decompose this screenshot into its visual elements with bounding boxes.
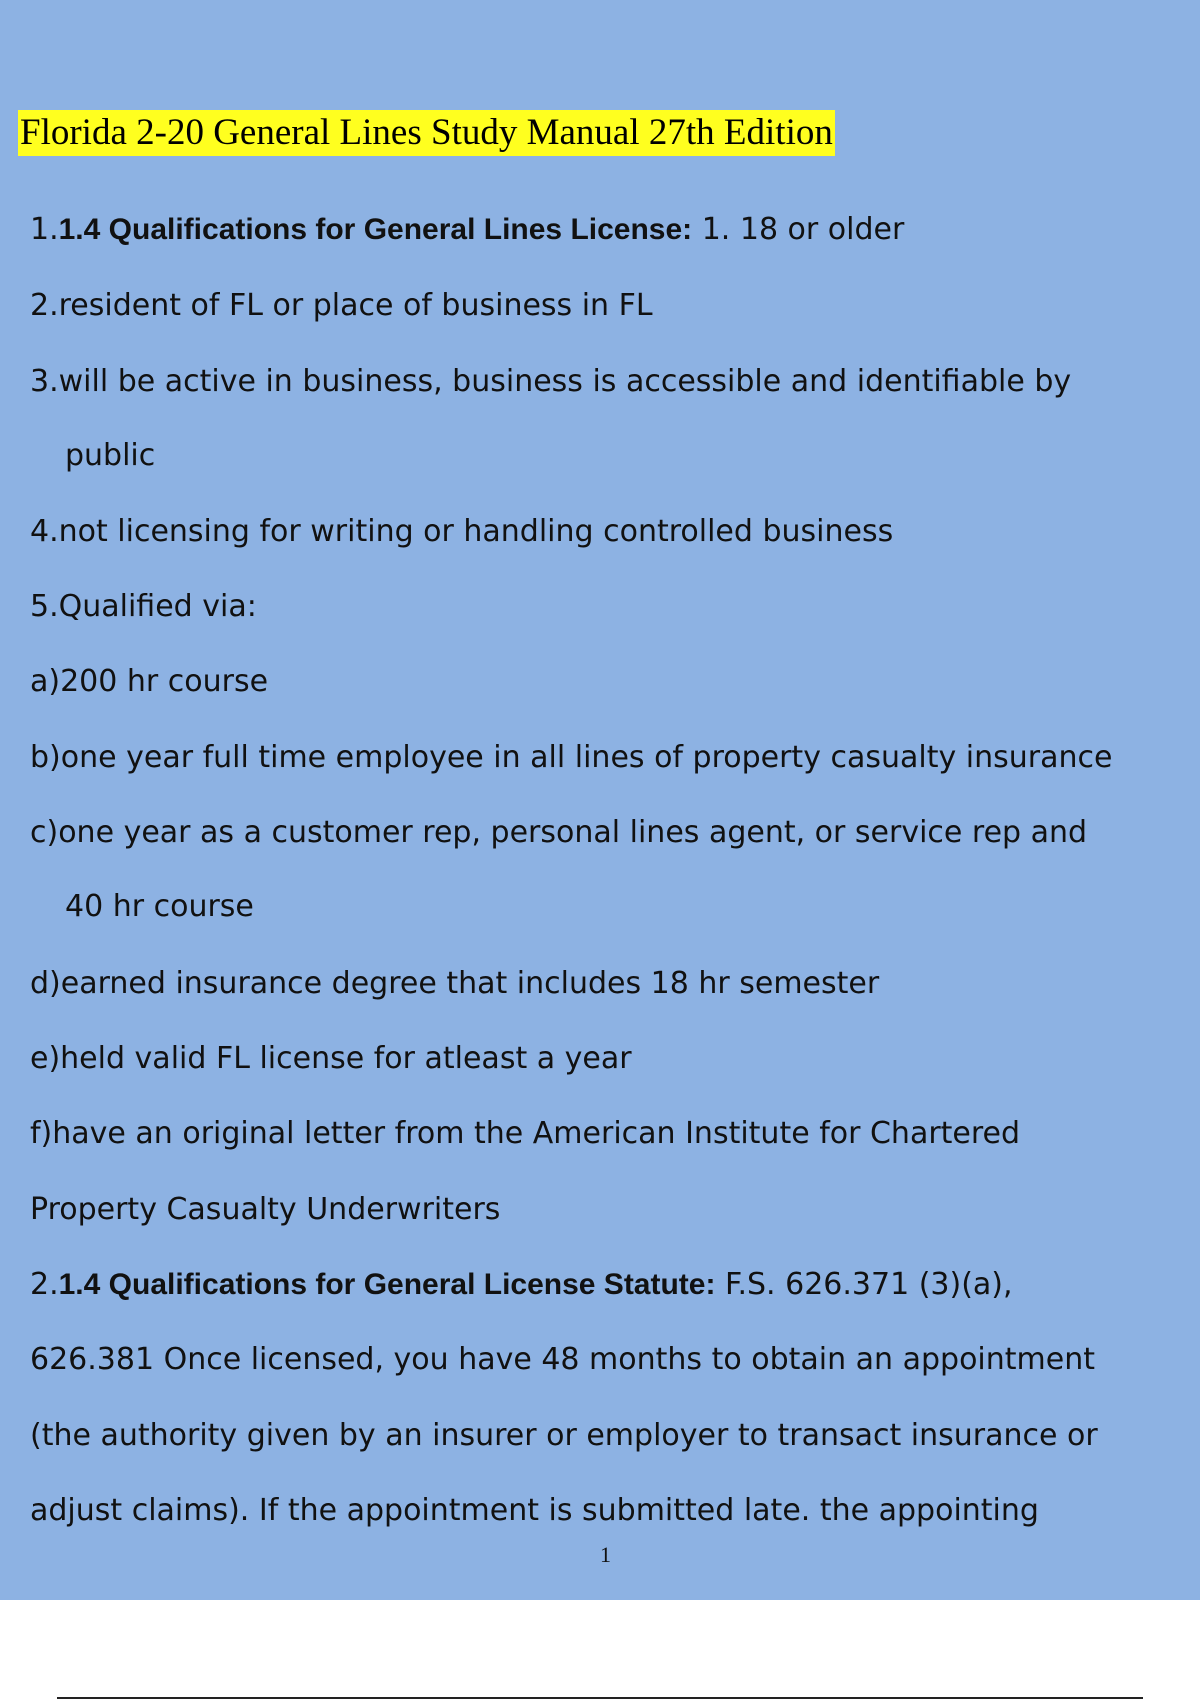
item-marker: 2. — [30, 288, 59, 323]
section-heading: 1.4 Qualifications for General Lines License: — [58, 213, 693, 246]
sub-list-item — [30, 964, 879, 1004]
item-text: not licensing for writing or handling controlled business — [58, 514, 894, 549]
sub-list-item — [30, 813, 1087, 853]
list-item — [30, 362, 1071, 402]
list-item — [30, 512, 893, 552]
sub-list-item — [30, 662, 268, 702]
item-text: 200 hr course — [60, 664, 269, 699]
item-text: one year as a customer rep, personal lines agent, or service rep and — [58, 815, 1088, 850]
item-text: will be active in business, business is accessible and identifiable by — [58, 364, 1072, 399]
item-text: one year full time employee in all lines of property casualty insurance — [60, 740, 1113, 775]
list-item — [30, 210, 904, 250]
item-marker: b) — [30, 740, 61, 775]
list-item — [30, 587, 257, 627]
item-text: have an original letter from the American Institute for Chartered — [52, 1116, 1021, 1151]
item-marker: 2. — [30, 1267, 59, 1302]
item-text: held valid FL license for atleast a year — [60, 1041, 632, 1076]
sub-list-item — [30, 1114, 1020, 1154]
item-continuation: 40 hr course — [65, 889, 254, 924]
item-marker: 3. — [30, 364, 59, 399]
sub-list-item — [30, 1039, 632, 1079]
item-marker: 5. — [30, 589, 59, 624]
item-text: Qualified via: — [58, 589, 257, 624]
item-marker: 4. — [30, 514, 59, 549]
item-text: F.S. 626.371 (3)(a), — [715, 1267, 1013, 1302]
text-line: 626.381 Once licensed, you have 48 months to obtain an appointment — [30, 1342, 1095, 1377]
text-line: adjust claims). If the appointment is submitted late. the appointing — [30, 1493, 1039, 1528]
list-item — [30, 286, 653, 326]
item-text: earned insurance degree that includes 18 hr semester — [60, 966, 880, 1001]
item-continuation: public — [65, 438, 156, 473]
text-line: (the authority given by an insurer or employer to transact insurance or — [30, 1418, 1098, 1453]
item-text: resident of FL or place of business in FL — [58, 288, 653, 323]
item-marker: d) — [30, 966, 61, 1001]
sub-list-item — [30, 738, 1112, 778]
footer-divider — [57, 1697, 1143, 1699]
text-line: Property Casualty Underwriters — [30, 1192, 501, 1227]
section-heading: 1.4 Qualifications for General License Statute: — [58, 1268, 716, 1301]
document-title: Florida 2-20 General Lines Study Manual 27th Edition — [18, 110, 835, 156]
item-text: 1. 18 or older — [692, 212, 905, 247]
item-marker: f) — [30, 1116, 53, 1151]
item-marker: 1. — [30, 212, 59, 247]
item-marker: c) — [30, 815, 59, 850]
item-marker: e) — [30, 1041, 61, 1076]
page-number: 1 — [600, 1542, 611, 1567]
list-item — [30, 1265, 1013, 1305]
item-marker: a) — [30, 664, 61, 699]
